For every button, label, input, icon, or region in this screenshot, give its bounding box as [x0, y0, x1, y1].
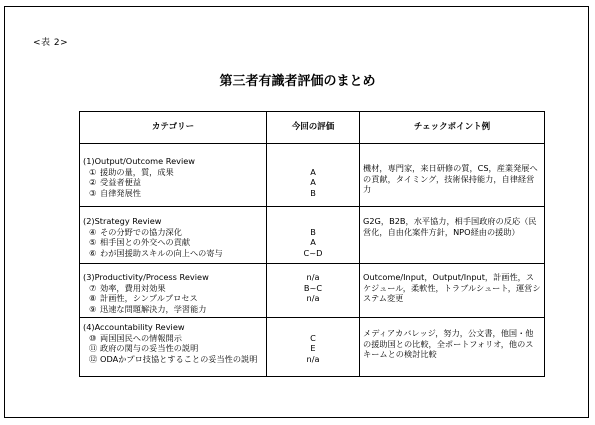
table-row — [80, 144, 545, 207]
checkpoint-text: 機材，専門家，来日研修の質，CS，産業発展への貢献，タイミング，技術保持能力，自律経営力 — [363, 163, 538, 195]
rating-cell — [267, 144, 360, 207]
category-cell — [80, 318, 267, 377]
rating-value: n/a — [306, 293, 320, 304]
rating-cell — [267, 264, 360, 318]
table-number: <表 2> — [33, 38, 69, 48]
category-item: ⑦ 効率，費用対効果 — [89, 282, 166, 293]
category-item: ⑧ 計画性，シンプルプロセス — [89, 293, 198, 304]
checkpoint-cell — [360, 207, 545, 264]
header-row — [80, 112, 545, 144]
checkpoint-cell — [360, 144, 545, 207]
checkpoint-cell — [360, 318, 545, 377]
category-cell — [80, 207, 267, 264]
table-row — [80, 207, 545, 264]
category-item: ⑥ わが国援助スキルの向上への寄与 — [89, 247, 223, 258]
page-title: 第三者有識者評価のまとめ — [219, 74, 376, 89]
checkpoint-cell — [360, 264, 545, 318]
checkpoint-text: メディアカバレッジ，努力，公文書，他国・他の援助国との比較，全ポートフォリオ，他のスキームとの検討比較 — [363, 328, 534, 360]
category-item: ⑫ ODAかプロ技協とすることの妥当性の説明 — [89, 353, 258, 364]
rating-value: A — [310, 166, 316, 177]
category-item: ③ 自律発展性 — [89, 187, 141, 198]
category-item: ⑪ 政府の関与の妥当性の説明 — [89, 343, 199, 354]
category-item: ⑤ 相手国との外交への貢献 — [89, 237, 191, 248]
checkpoint-text: Outcome/Input，Output/Input，計画性，スケジュール，柔軟性，トラブルシュート，運営システム変更 — [363, 272, 541, 304]
header-rating: 今回の評価 — [267, 112, 360, 144]
rating-value: B~C — [303, 282, 323, 293]
rating-value: A — [310, 177, 316, 188]
rating-value: E — [310, 343, 316, 354]
checkpoint-text: G2G，B2B，水平協力，相手国政府の反応（民営化，自由化案件方針，NPO経由の援助） — [363, 216, 537, 237]
category-title: (2)Strategy Review — [83, 216, 162, 226]
category-title: (4)Accountability Review — [83, 322, 185, 332]
category-item: ⑩ 両国国民への情報開示 — [89, 332, 182, 343]
category-cell — [80, 144, 267, 207]
rating-value: B — [310, 187, 316, 198]
category-cell — [80, 264, 267, 318]
category-title: (1)Output/Outcome Review — [83, 156, 195, 166]
category-item: ① 援助の量，質，成果 — [89, 166, 174, 177]
rating-value: A — [310, 237, 316, 248]
rating-cell — [267, 318, 360, 377]
rating-value: C — [310, 332, 316, 343]
rating-value: C~D — [303, 247, 323, 258]
category-item: ④ その分野での協力深化 — [89, 226, 182, 237]
header-category: カテゴリー — [80, 112, 267, 144]
evaluation-summary-table — [79, 111, 545, 377]
table-row — [80, 264, 545, 318]
category-title: (3)Productivity/Process Review — [83, 272, 209, 282]
rating-value: n/a — [306, 272, 320, 282]
rating-value: B — [310, 226, 316, 237]
rating-value: n/a — [306, 353, 320, 364]
category-item: ⑨ 迅速な問題解決力，学習能力 — [89, 303, 207, 314]
category-item: ② 受益者便益 — [89, 177, 141, 188]
header-checkpoints: チェックポイント例 — [360, 112, 545, 144]
table-row — [80, 318, 545, 377]
rating-cell — [267, 207, 360, 264]
slide-frame — [4, 6, 589, 418]
